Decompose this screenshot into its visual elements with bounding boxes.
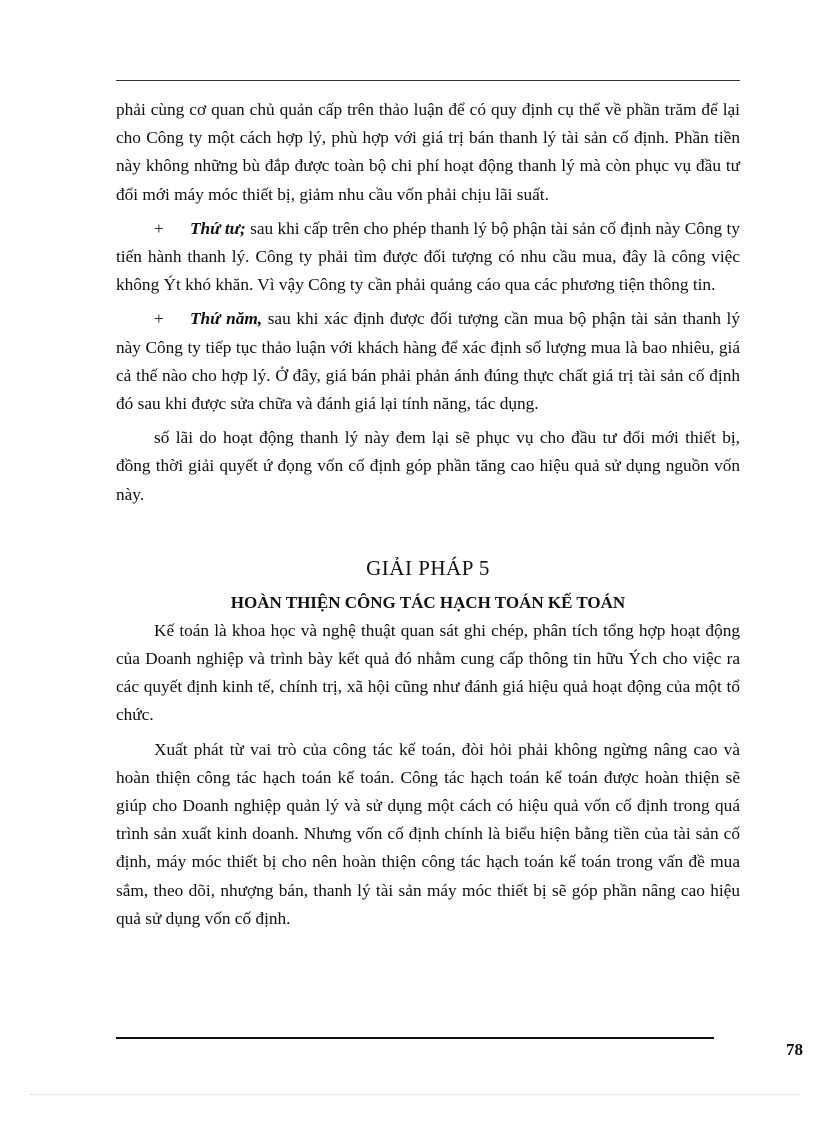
paragraph-xuat-phat: Xuất phát từ vai trò của công tác kế toán, đòi hỏi phải không ngừng nâng cao và hoàn thiện công tác hạch toán kế toán. Công tác hạch toán kế toán được hoàn thiện sẽ giúp cho Doanh nghiệp quản lý và sử dụng một cách có hiệu quả vốn cố định trong quá trình sản xuất kinh doanh. Nhưng vốn cố định chính là biểu hiện bằng tiền của tài sản cố định, máy móc thiết bị cho nên hoàn thiện công tác hạch toán kế toán trong vấn đề mua sắm, theo dõi, nhượng bán, thanh lý tài sản máy móc thiết bị sẽ góp phần nâng cao hiệu quả sử dụng vốn cố định. [116, 739, 740, 928]
lead-term: Thứ tư; [190, 218, 246, 238]
paragraph-continuation: phải cùng cơ quan chủ quản cấp trên thảo luận để có quy định cụ thể về phần trăm để lại cho Công ty một cách hợp lý, phù hợp với giá trị bán thanh lý tài sản cố định. Phần tiền này không những bù đắp được toàn bộ chi phí hoạt động thanh lý mà còn phục vụ đầu tư đổi mới máy móc thiết bị, giảm nhu cầu vốn phải chịu lãi suất. [116, 100, 740, 204]
footer-rule [116, 1037, 714, 1039]
paragraph-thu-nam [116, 305, 740, 418]
bullet-marker: + [154, 218, 164, 238]
paragraph-text: sau khi cấp trên cho phép thanh lý bộ phận tài sản cố định này Công ty tiến hành thanh lý. Công ty phải tìm được đối tượng có nhu cầu mua, đây là công việc không Ýt khó khăn. Vì vậy Công ty cần phải quảng cáo qua các phương tiện thông tin. [116, 218, 740, 295]
paragraph-text: sau khi xác định được đối tượng cần mua bộ phận tài sản thanh lý này Công ty tiếp tục thảo luận với khách hàng để xác định số lượng mua là bao nhiêu, giá cả thế nào cho hợp lý. Ở đây, giá bán phải phản ánh đúng thực chất giá trị tài sản cố định đó sau khi được sửa chữa và đánh giá lại tính năng, tác dụng. [116, 309, 740, 414]
section-subtitle: HOÀN THIỆN CÔNG TÁC HẠCH TOÁN KẾ TOÁN [230, 592, 626, 612]
paragraph-ke-toan: Kế toán là khoa học và nghệ thuật quan sát ghi chép, phân tích tổng hợp hoạt động của Doanh nghiệp và trình bày kết quả đó nhằm cung cấp thông tin hữu Ých cho việc ra các quyết định kinh tế, chính trị, xã hội cũng như đánh giá hiệu quả hoạt động của một tổ chức. [116, 620, 740, 725]
page-body [116, 96, 740, 933]
page-number: 78 [786, 1040, 803, 1059]
header-rule [116, 80, 740, 81]
paragraph-so-lai: số lãi do hoạt động thanh lý này đem lại sẽ phục vụ cho đầu tư đổi mới thiết bị, đồng thời giải quyết ứ đọng vốn cố định góp phần tăng cao hiệu quả sử dụng nguồn vốn này. [116, 428, 740, 504]
lead-term: Thứ năm, [190, 309, 263, 329]
bullet-marker: + [154, 309, 164, 329]
paragraph-thu-tu [116, 215, 740, 300]
section-title: GIẢI PHÁP 5 [366, 555, 490, 580]
page-edge-divider [30, 1094, 800, 1095]
